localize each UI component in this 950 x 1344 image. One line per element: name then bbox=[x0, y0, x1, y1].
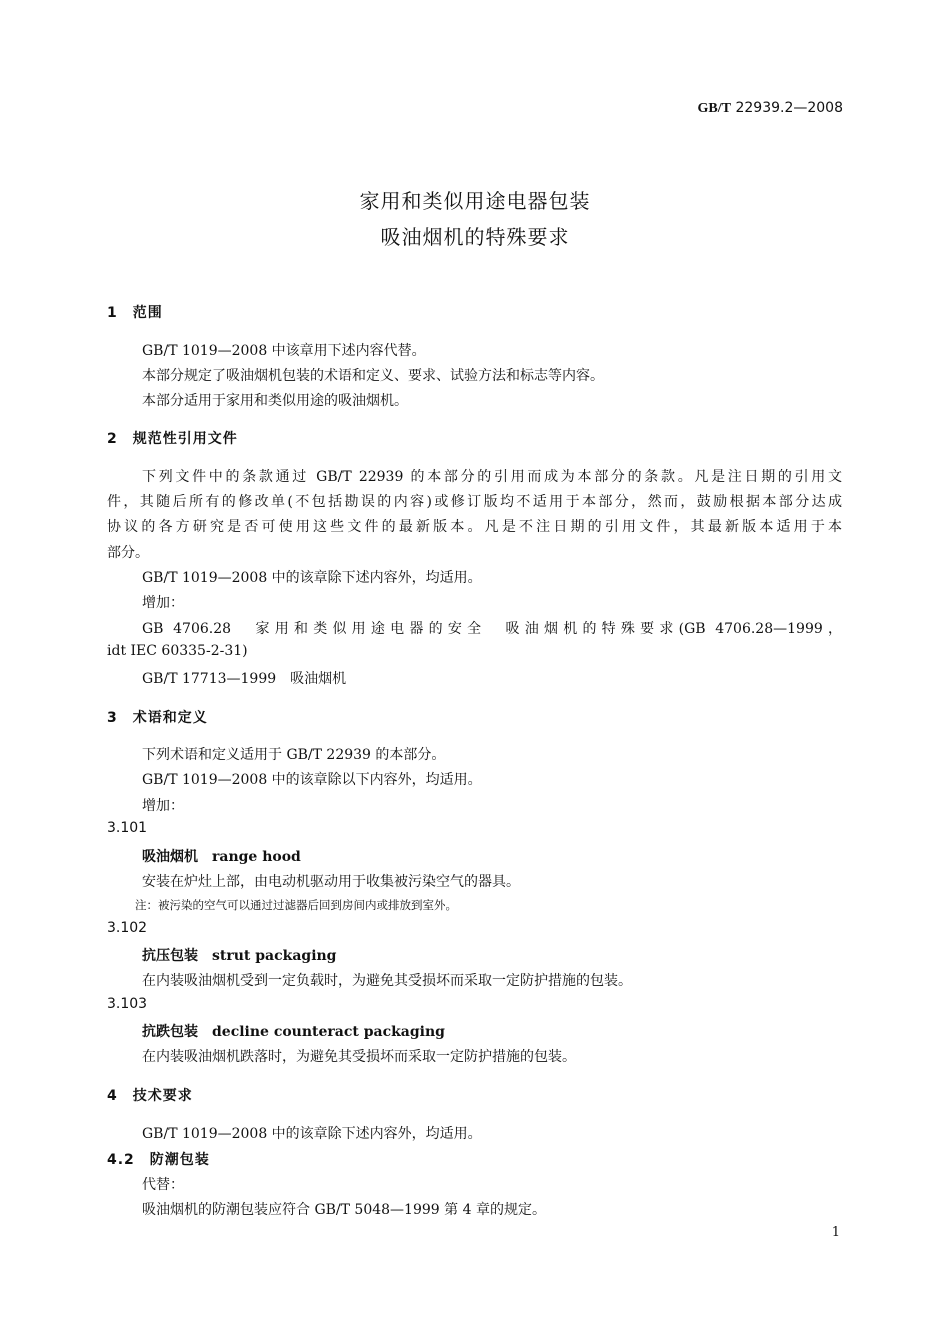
term-3-101-note: 注：被污染的空气可以通过过滤器后回到房间内或排放到室外。 bbox=[135, 898, 457, 912]
standard-code: 22939.2—2008 bbox=[731, 100, 843, 116]
section-4-heading: 4 技术要求 bbox=[107, 1088, 193, 1104]
reference-1-line-2: idt IEC 60335-2-31) bbox=[107, 643, 248, 659]
term-3-102-definition: 在内装吸油烟机受到一定负载时，为避免其受损坏而采取一定防护措施的包装。 bbox=[142, 973, 632, 989]
reference-2: GB/T 17713—1999 吸油烟机 bbox=[142, 671, 347, 687]
section-1-paragraph-2: 本部分规定了吸油烟机包装的术语和定义、要求、试验方法和标志等内容。 bbox=[142, 368, 604, 384]
term-3-103-definition: 在内装吸油烟机跌落时，为避免其受损坏而采取一定防护措施的包装。 bbox=[142, 1049, 576, 1065]
page-number: 1 bbox=[831, 1225, 840, 1240]
term-3-103-title: 抗跌包装 decline counteract packaging bbox=[142, 1024, 445, 1040]
section-1-paragraph-3: 本部分适用于家用和类似用途的吸油烟机。 bbox=[142, 393, 408, 409]
standard-prefix: GB/T bbox=[697, 101, 732, 116]
section-4-2-heading: 4.2 防潮包装 bbox=[107, 1152, 210, 1168]
section-2-heading: 2 规范性引用文件 bbox=[107, 431, 238, 447]
section-2-paragraph-line-1: 下列文件中的条款通过 GB/T 22939 的本部分的引用而成为本部分的条款。凡是注日期的引用文 bbox=[142, 469, 842, 485]
term-3-101-number: 3.101 bbox=[107, 820, 148, 836]
section-2-paragraph-2: GB/T 1019—2008 中的该章除下述内容外，均适用。 bbox=[142, 570, 482, 586]
section-4-paragraph-1: GB/T 1019—2008 中的该章除下述内容外，均适用。 bbox=[142, 1126, 482, 1142]
section-4-2-paragraph-1: 代替： bbox=[142, 1177, 184, 1193]
section-4-2-paragraph-2: 吸油烟机的防潮包装应符合 GB/T 5048—1999 第 4 章的规定。 bbox=[142, 1202, 546, 1218]
section-2-paragraph-line-2: 件，其随后所有的修改单(不包括勘误的内容)或修订版均不适用于本部分，然而，鼓励根据本部分达成 bbox=[107, 494, 842, 510]
reference-1-line-1: GB 4706.28 家用和类似用途电器的安全 吸油烟机的特殊要求(GB 4706.28—1999， bbox=[142, 621, 842, 637]
section-2-paragraph-3: 增加： bbox=[142, 595, 184, 611]
term-3-102-number: 3.102 bbox=[107, 920, 148, 936]
term-3-101-definition: 安装在炉灶上部，由电动机驱动用于收集被污染空气的器具。 bbox=[142, 874, 520, 890]
term-3-103-number: 3.103 bbox=[107, 996, 148, 1012]
term-3-102-title: 抗压包装 strut packaging bbox=[142, 948, 337, 964]
section-3-paragraph-2: GB/T 1019—2008 中的该章除以下内容外，均适用。 bbox=[142, 772, 482, 788]
section-3-heading: 3 术语和定义 bbox=[107, 710, 208, 726]
document-title-line1: 家用和类似用途电器包装 bbox=[359, 189, 591, 213]
section-2-paragraph-line-3: 协议的各方研究是否可使用这些文件的最新版本。凡是不注日期的引用文件，其最新版本适用于本 bbox=[107, 519, 842, 535]
section-3-paragraph-3: 增加： bbox=[142, 798, 184, 814]
section-3-paragraph-1: 下列术语和定义适用于 GB/T 22939 的本部分。 bbox=[142, 747, 446, 763]
standard-number bbox=[698, 100, 843, 117]
section-1-heading: 1 范围 bbox=[107, 305, 163, 321]
section-1-paragraph-1: GB/T 1019—2008 中该章用下述内容代替。 bbox=[142, 343, 426, 359]
section-2-paragraph-line-4: 部分。 bbox=[107, 545, 149, 561]
document-title-line2: 吸油烟机的特殊要求 bbox=[380, 225, 570, 249]
term-3-101-title: 吸油烟机 range hood bbox=[142, 849, 301, 865]
